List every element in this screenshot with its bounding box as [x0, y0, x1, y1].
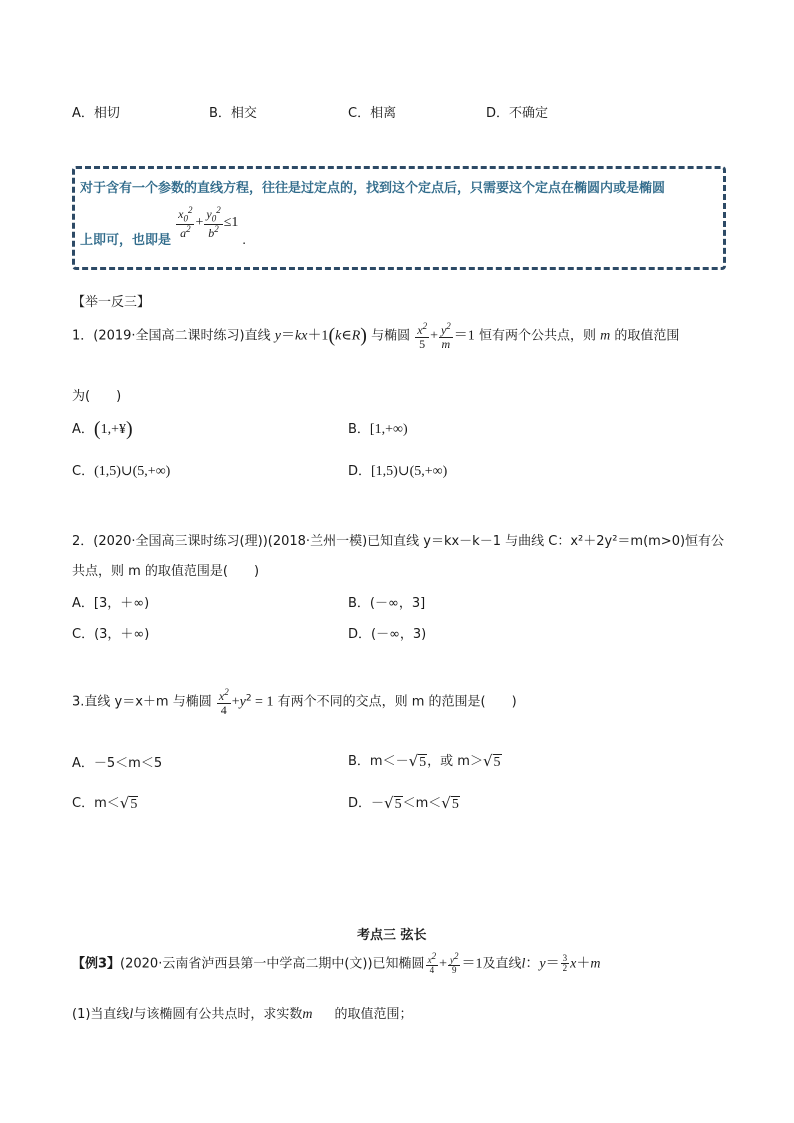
example-3-part-1-b: 与该椭圆有公共点时，求实数 [133, 1007, 303, 1022]
q3-prefix: 3.直线 y＝x＋m 与椭圆 [72, 694, 212, 710]
example-3-label: 【例3】 [72, 956, 121, 972]
hint-formula: $\frac{x_0^2}{a^2}$ [178, 205, 193, 240]
q2-option-a: A．[3，＋∞) [72, 596, 150, 611]
hint-line-1: 对于含有一个参数的直线方程，往往是过定点的，找到这个定点后，只需要这个定点在椭圆内或是椭圆 [80, 181, 666, 196]
q3-option-b: B．m＜－√5，或 m＞√5 [348, 752, 501, 770]
q2-option-c: C．(3，＋∞) [72, 627, 150, 642]
q3-suffix: 有两个不同的交点，则 m 的范围是( ) [277, 694, 517, 710]
q2-option-b: B．(－∞，3] [348, 596, 426, 611]
q1-mid: 与椭圆 [371, 328, 411, 344]
q1-option-a: A．(1,+¥) [72, 418, 133, 440]
hint-line-2-text: 上即可，也即是 [80, 233, 172, 249]
q2-option-d: D．(－∞，3) [348, 627, 427, 642]
example-3: 【例3】(2020·云南省泸西县第一中学高二期中(文))已知椭圆 $\frac{x^2}{4}$ + $\frac{y^2}{9}$ ＝1及直线l：y＝ $\frac{3}{2}$ x＋m [72, 951, 601, 976]
section-3-title: 考点三 弦长 [357, 928, 427, 943]
section-label: 【举一反三】 [72, 295, 151, 310]
example-3-part-1-a: (1)当直线 [72, 1007, 130, 1022]
q3-option-c: C．m＜√5 [72, 794, 138, 812]
q3-option-d: D．－√5＜m＜√5 [348, 794, 459, 812]
option-d: D．不确定 [486, 106, 549, 121]
question-2-line-2: 共点，则 m 的取值范围是( ) [72, 564, 260, 579]
option-a: A．相切 [72, 106, 120, 121]
question-3: 3.直线 y＝x＋m 与椭圆 $\frac{x^2}{4}$ $+y^2 = 1$ 有两个不同的交点，则 m 的范围是( ) [72, 687, 517, 717]
q1-option-a-label: A． [72, 422, 94, 437]
q1-suffix: 恒有两个公共点，则 [478, 328, 596, 344]
q1-option-b: B．[1,+∞) [348, 422, 408, 437]
hint-line-2: 上即可，也即是 $\frac{x_0^2}{a^2}$ + $\frac{y_0^2}{b^2}$ ≤1. [80, 205, 246, 249]
q3-option-b-part-1: B．m＜－ [348, 754, 409, 769]
q3-option-d-part-2: ＜m＜ [402, 796, 442, 811]
q3-option-d-part-1: D．－ [348, 796, 385, 811]
example-3-part-1: (1)当直线l与该椭圆有公共点时，求实数m 的取值范围； [72, 1007, 413, 1022]
q3-option-a: A．－5＜m＜5 [72, 756, 163, 771]
q1-option-d-label: D． [348, 464, 372, 479]
example-3-text: (2020·云南省泸西县第一中学高二期中(文))已知椭圆 [120, 956, 425, 972]
example-3-ellipse-formula: $\frac{x^2}{4}$ [427, 951, 437, 976]
q3-option-b-part-2: ，或 m＞ [427, 754, 483, 769]
question-1-line-1: 1．(2019·全国高二课时练习)直线 y＝kx＋1(k∈R) 与椭圆 $\frac{x^2}{5}$ + $\frac{y^2}{m}$ ＝1 恒有两个公共点，则 m 的取值范围 [72, 321, 680, 351]
q3-option-c-text: C．m＜ [72, 796, 120, 811]
example-3-part-1-c: 的取值范围； [334, 1007, 413, 1022]
q1-prefix: 1．(2019·全国高二课时练习)直线 [72, 328, 271, 344]
question-2-line-1: 2．(2020·全国高三课时练习(理))(2018·兰州一模)已知直线 y＝kx－k－1 与曲线 C：x²＋2y²＝m(m>0)恒有公 [72, 534, 725, 549]
q3-ellipse-formula: $\frac{x^2}{4}$ [218, 687, 229, 717]
q1-option-c: C．(1,5)∪(5,+∞) [72, 464, 171, 479]
option-b: B．相交 [209, 106, 257, 121]
option-c: C．相离 [348, 106, 397, 121]
example-3-mid: 及直线 [482, 956, 522, 972]
q1-suffix-2: 的取值范围 [614, 328, 680, 344]
q1-option-d: D．[1,5)∪(5,+∞) [348, 464, 448, 479]
q1-option-b-label: B． [348, 422, 370, 437]
q1-option-c-label: C． [72, 464, 95, 479]
question-1-line-2: 为( ) [72, 389, 122, 404]
q1-ellipse-formula: $\frac{x^2}{5}$ [417, 321, 428, 351]
